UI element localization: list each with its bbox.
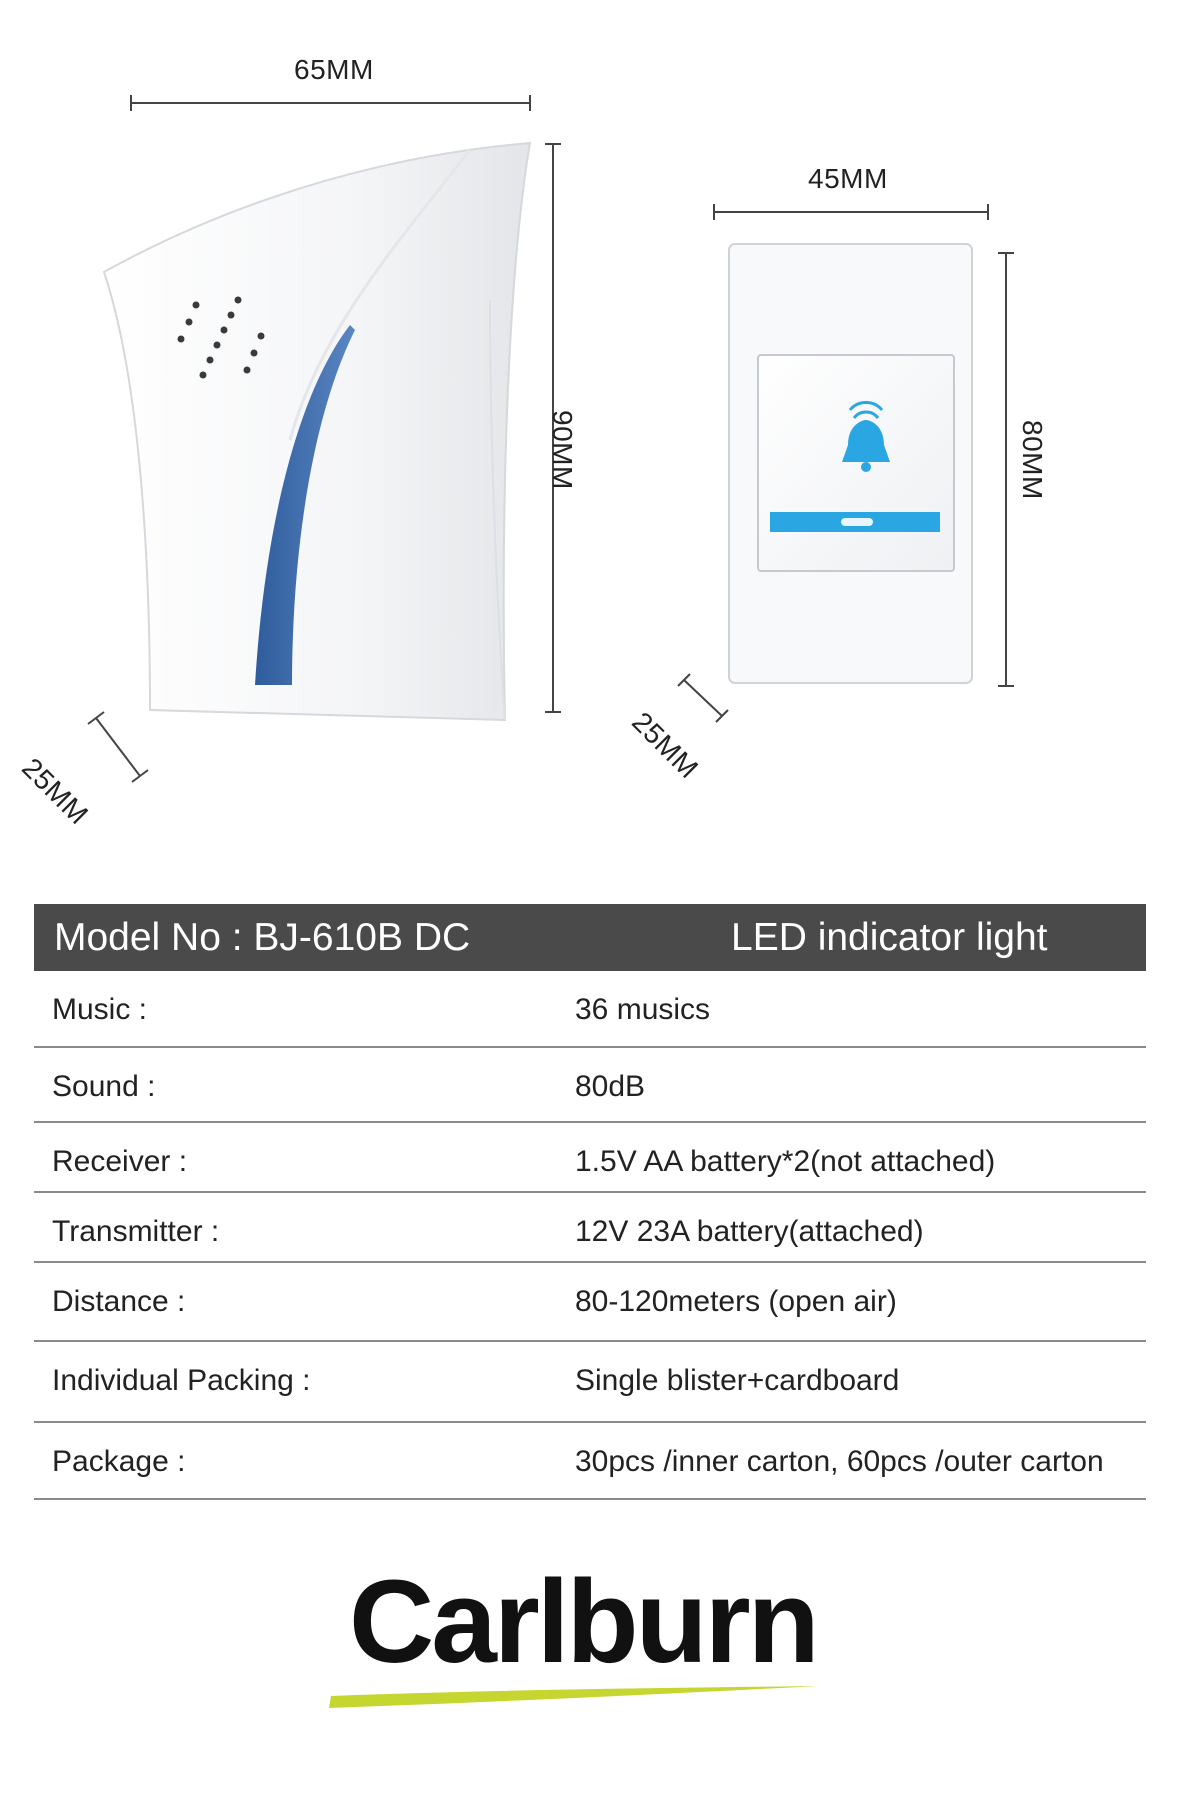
logo-underline-swoosh	[325, 1680, 825, 1714]
row-value: 30pcs /inner carton, 60pcs /outer carton	[575, 1445, 1104, 1478]
row-value: 80-120meters (open air)	[575, 1285, 897, 1318]
spec-table	[34, 904, 1146, 1500]
transmitter-height-label: 80MM	[1017, 420, 1048, 500]
brand-logo: Carlburn	[349, 1556, 817, 1688]
receiver-depth-label: 25MM	[16, 752, 95, 831]
row-label: Distance :	[52, 1285, 186, 1318]
table-row	[34, 1193, 1146, 1263]
transmitter-unit	[729, 244, 972, 683]
table-row	[34, 1423, 1146, 1500]
row-value: Single blister+cardboard	[575, 1364, 900, 1397]
row-value: 1.5V AA battery*2(not attached)	[575, 1145, 996, 1178]
row-label: Receiver :	[52, 1145, 188, 1178]
receiver-width-label: 65MM	[294, 54, 374, 85]
table-row	[34, 1123, 1146, 1193]
row-label: Individual Packing :	[52, 1364, 311, 1397]
table-row	[34, 1263, 1146, 1342]
table-row	[34, 971, 1146, 1048]
transmitter-depth-label: 25MM	[626, 706, 705, 785]
receiver-unit	[104, 143, 530, 720]
table-row	[34, 1048, 1146, 1123]
transmitter-width-label: 45MM	[808, 163, 888, 194]
row-value: 80dB	[575, 1070, 646, 1103]
receiver-height-label: 90MM	[547, 410, 578, 490]
row-label: Package :	[52, 1445, 186, 1478]
row-value: 12V 23A battery(attached)	[575, 1215, 924, 1248]
row-label: Transmitter :	[52, 1215, 220, 1248]
row-value: 36 musics	[575, 993, 711, 1026]
spec-table-header	[34, 904, 1146, 971]
model-number: Model No : BJ-610B DC	[54, 916, 471, 959]
led-indicator-label: LED indicator light	[731, 916, 1048, 959]
row-label: Sound :	[52, 1070, 156, 1103]
row-label: Music :	[52, 993, 148, 1026]
table-row	[34, 1342, 1146, 1423]
